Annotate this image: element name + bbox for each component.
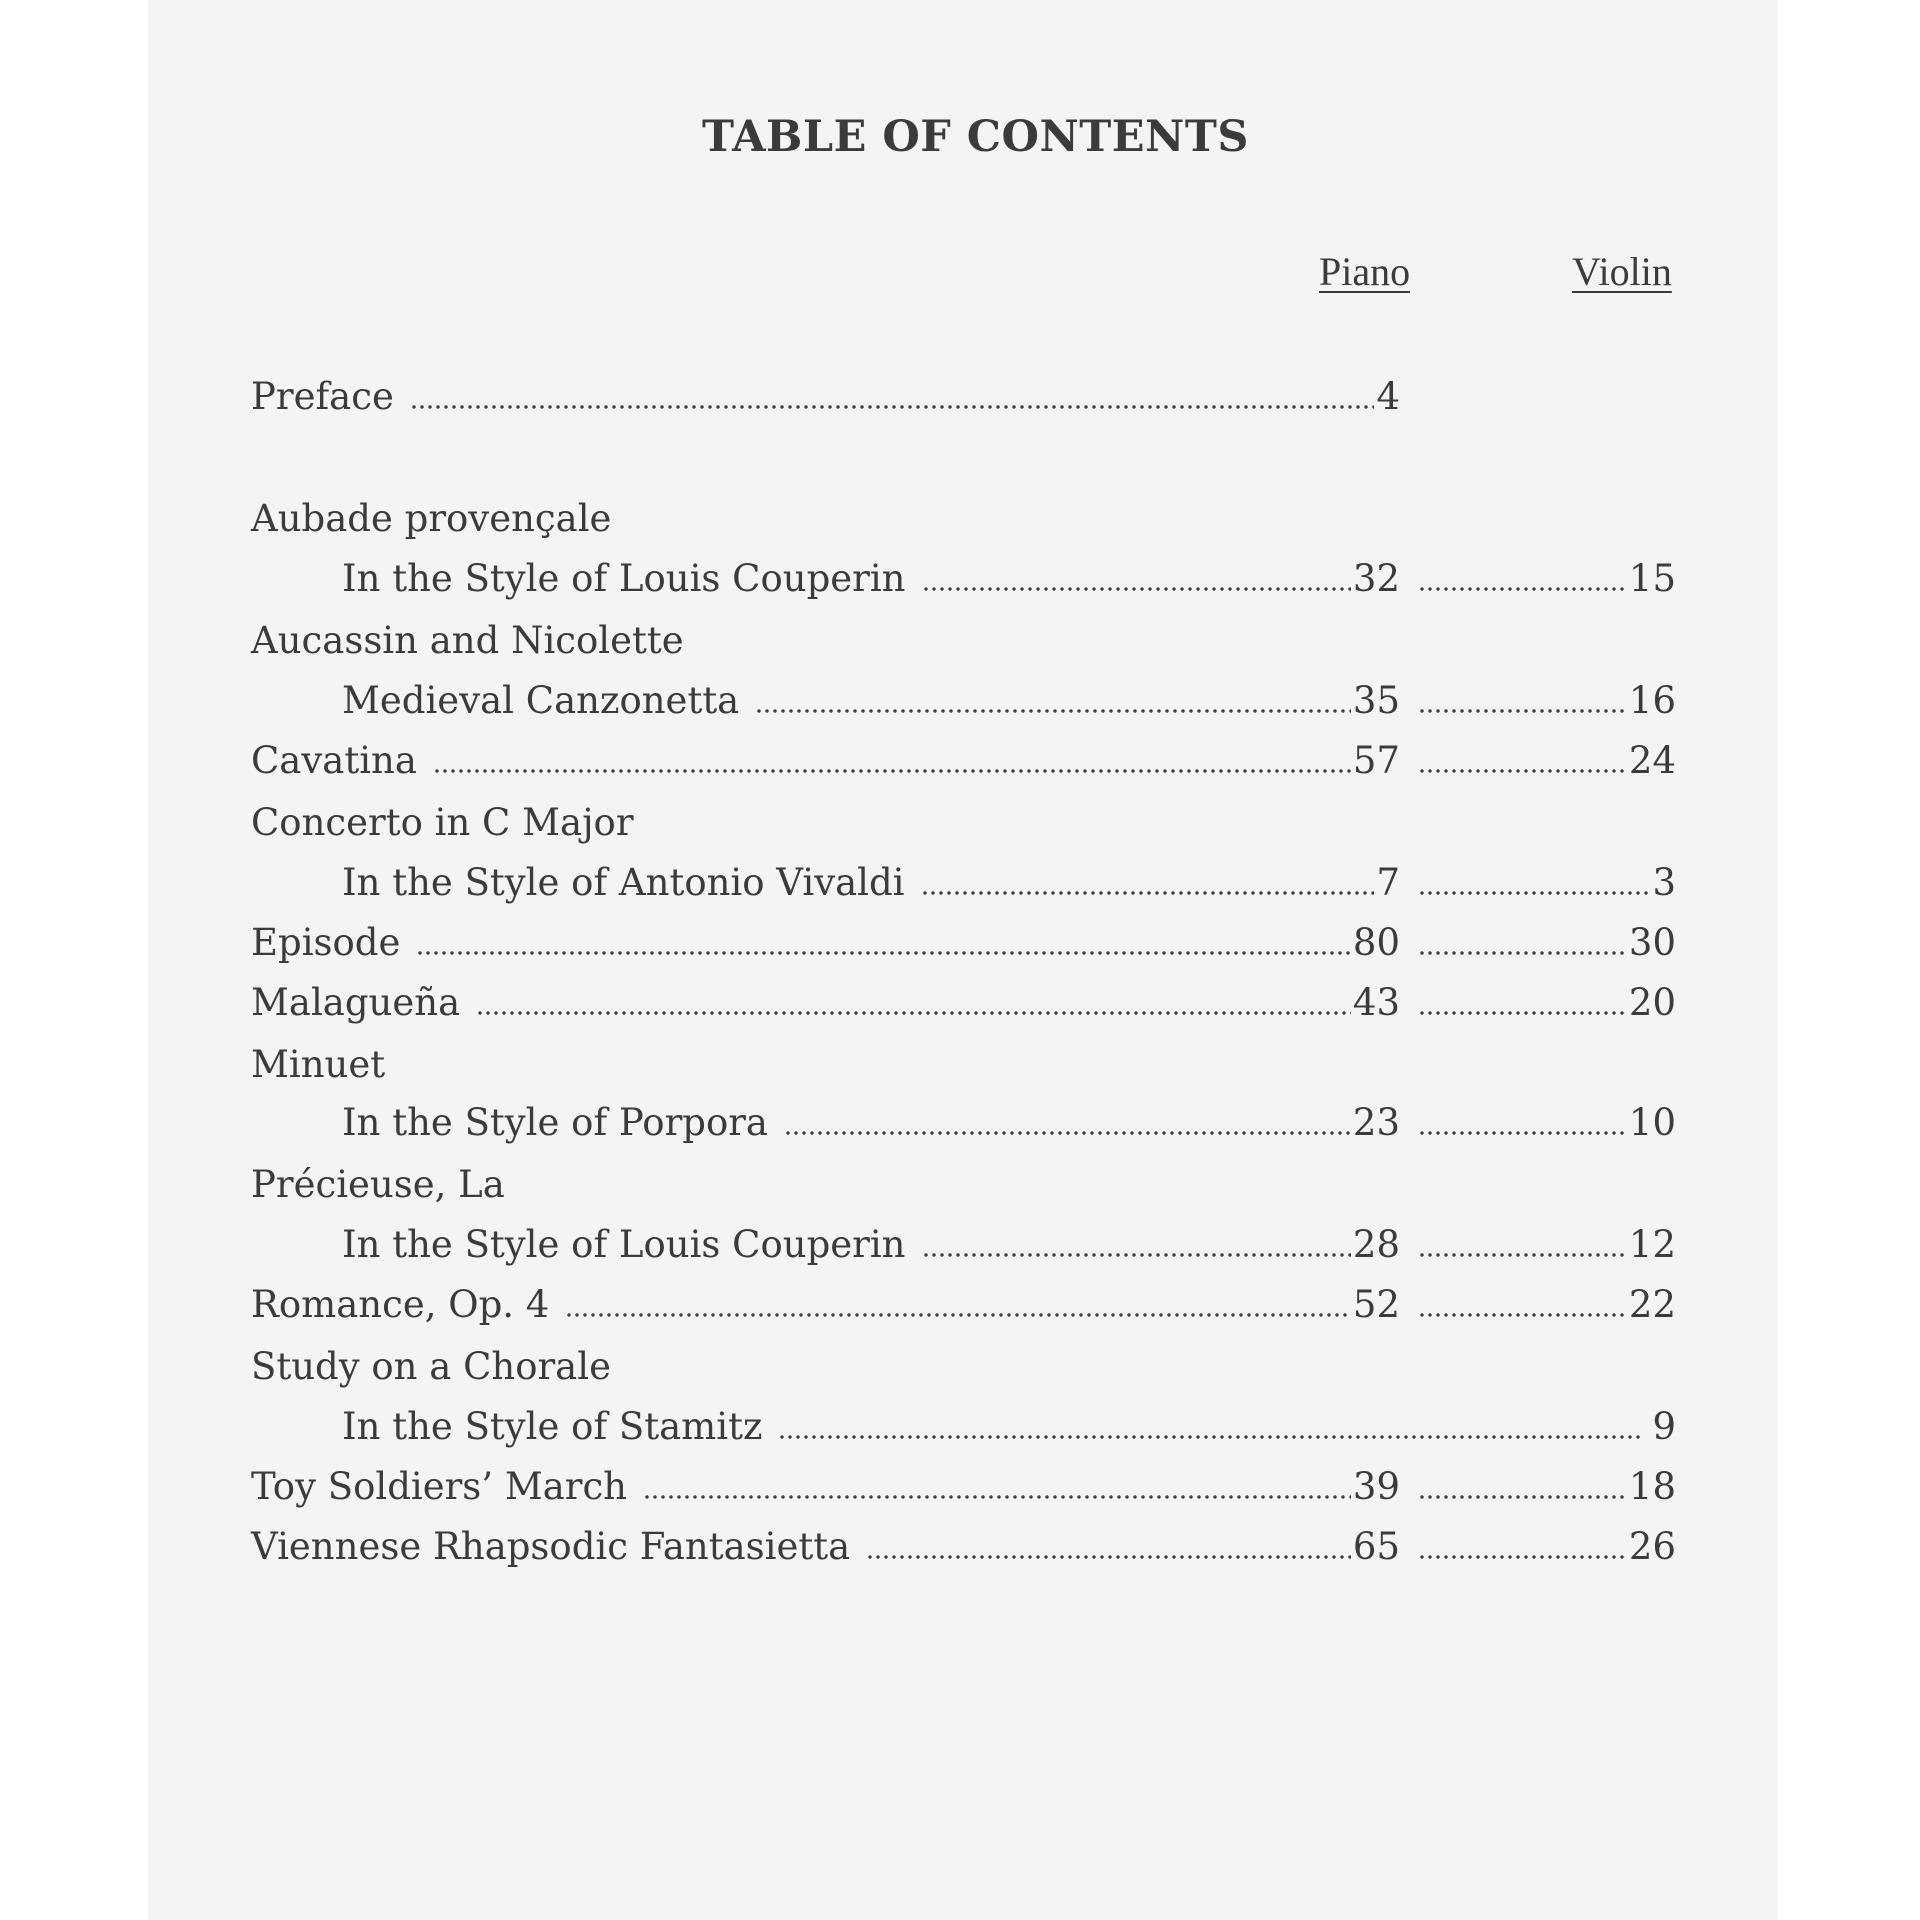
toc-row [0, 1462, 1920, 1512]
dot-leader [1418, 708, 1627, 714]
dot-leader [1418, 1252, 1627, 1258]
dot-leader [476, 1010, 1351, 1016]
dot-leader [921, 890, 1375, 896]
dot-leader [416, 950, 1351, 956]
dot-leader [922, 586, 1351, 592]
dot-leader [1418, 890, 1650, 896]
page-title-text: TABLE OF CONTENTS [702, 112, 1249, 162]
piano-page-number: 52 [1352, 1283, 1400, 1326]
toc-row [0, 1040, 1920, 1090]
piano-page-number: 57 [1352, 739, 1400, 782]
piano-page-number: 39 [1352, 1465, 1400, 1508]
toc-entry-title: In the Style of Louis Couperin [342, 557, 906, 600]
piano-page-number: 43 [1352, 981, 1400, 1024]
piano-page-number: 65 [1352, 1525, 1400, 1568]
toc-row [0, 798, 1920, 848]
violin-page-number: 12 [1628, 1223, 1676, 1266]
dot-leader [784, 1130, 1351, 1136]
toc-row [0, 372, 1920, 422]
dot-leader [410, 404, 1375, 410]
toc-entry-title: Toy Soldiers’ March [251, 1465, 627, 1508]
toc-row [0, 1342, 1920, 1392]
dot-leader [1418, 586, 1627, 592]
toc-entry-title: Study on a Chorale [251, 1345, 611, 1388]
piano-page-number: 23 [1352, 1101, 1400, 1144]
toc-row [0, 736, 1920, 786]
toc-entry-title: Preface [251, 375, 394, 418]
dot-leader [778, 1434, 1642, 1440]
toc-row [0, 676, 1920, 726]
toc-entry-title: Précieuse, La [251, 1163, 505, 1206]
dot-leader [1418, 1312, 1627, 1318]
toc-row [0, 1160, 1920, 1210]
piano-page-number: 32 [1352, 557, 1400, 600]
violin-page-number: 10 [1628, 1101, 1676, 1144]
dot-leader [433, 768, 1351, 774]
toc-row [0, 1220, 1920, 1270]
violin-page-number: 30 [1628, 921, 1676, 964]
piano-page-number: 35 [1352, 679, 1400, 722]
toc-row [0, 858, 1920, 908]
toc-entry-title: In the Style of Antonio Vivaldi [342, 861, 905, 904]
violin-page-number: 9 [1652, 1405, 1676, 1448]
dot-leader [1418, 1130, 1627, 1136]
toc-entry-title: In the Style of Porpora [342, 1101, 768, 1144]
column-header-piano: Piano [1319, 249, 1411, 294]
piano-page-number: 28 [1352, 1223, 1400, 1266]
toc-entry-title: Viennese Rhapsodic Fantasietta [251, 1525, 851, 1568]
toc-entry-title: Aubade provençale [251, 497, 612, 540]
toc-row [0, 1098, 1920, 1148]
violin-page-number: 20 [1628, 981, 1676, 1024]
toc-entry-title: In the Style of Louis Couperin [342, 1223, 906, 1266]
toc-row [0, 616, 1920, 666]
toc-row [0, 554, 1920, 604]
dot-leader [1418, 950, 1627, 956]
column-header-violin: Violin [1572, 249, 1672, 294]
piano-page-number: 7 [1376, 861, 1400, 904]
piano-page-number: 80 [1352, 921, 1400, 964]
violin-page-number: 16 [1628, 679, 1676, 722]
violin-page-number: 15 [1628, 557, 1676, 600]
toc-entry-title: Concerto in C Major [251, 801, 634, 844]
violin-page-number: 24 [1628, 739, 1676, 782]
dot-leader [1418, 1010, 1627, 1016]
violin-page-number: 3 [1652, 861, 1676, 904]
dot-leader [922, 1252, 1351, 1258]
dot-leader [755, 708, 1351, 714]
toc-entry-title: In the Style of Stamitz [342, 1405, 763, 1448]
toc-entry-title: Episode [251, 921, 401, 964]
toc-row [0, 918, 1920, 968]
dot-leader [1418, 1554, 1627, 1560]
toc-entry-title: Romance, Op. 4 [251, 1283, 550, 1326]
toc-entry-title: Cavatina [251, 739, 417, 782]
toc-entry-title: Aucassin and Nicolette [251, 619, 684, 662]
toc-entry-title: Medieval Canzonetta [342, 679, 740, 722]
toc-row [0, 1522, 1920, 1572]
dot-leader [1418, 1494, 1627, 1500]
toc-row [0, 494, 1920, 544]
piano-page-number: 4 [1376, 375, 1400, 418]
violin-page-number: 26 [1628, 1525, 1676, 1568]
toc-entry-title: Minuet [251, 1043, 386, 1086]
toc-row [0, 1280, 1920, 1330]
dot-leader [866, 1554, 1351, 1560]
dot-leader [1418, 768, 1627, 774]
violin-page-number: 22 [1628, 1283, 1676, 1326]
violin-page-number: 18 [1628, 1465, 1676, 1508]
toc-entry-title: Malagueña [251, 981, 461, 1024]
toc-row [0, 1402, 1920, 1452]
toc-row [0, 978, 1920, 1028]
dot-leader [565, 1312, 1351, 1318]
dot-leader [643, 1494, 1351, 1500]
